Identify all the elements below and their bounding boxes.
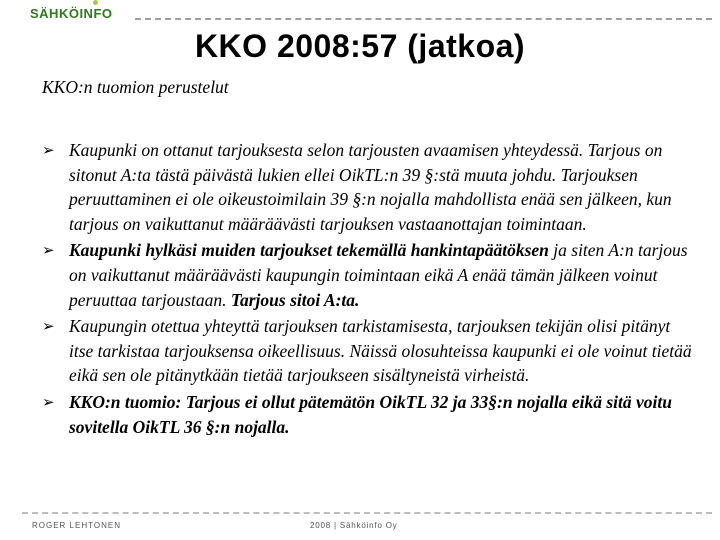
bullet-text-bold: KKO:n tuomio: Tarjous ei ollut pätemätön OikTL 32 ja 33§:n nojalla eikä sitä voitu sovitella OikTL 36 §:n nojalla. xyxy=(69,391,673,437)
arrow-bullet-icon: ➢ xyxy=(42,141,55,159)
list-item xyxy=(42,390,692,439)
list-item xyxy=(42,238,692,312)
page-title: KKO 2008:57 (jatkoa) xyxy=(194,28,526,64)
footer-copyright: 2008 | Sähköinfo Oy xyxy=(310,521,398,530)
bullet-text-bold: Tarjous sitoi A:ta. xyxy=(230,289,360,310)
bullet-text: ja siten A:n tarjous on vaikuttanut määräävästi kaupungin toimintaan eikä A enää tämän jälkeen voinut peruuttaa tarjoustaan. xyxy=(69,240,688,310)
header-divider xyxy=(135,18,712,20)
arrow-bullet-icon: ➢ xyxy=(42,317,55,336)
list-item xyxy=(42,314,692,388)
list-item xyxy=(42,138,692,236)
sahkoinfo-logo: SÄHKÖINFO xyxy=(30,6,113,21)
arrow-bullet-icon: ➢ xyxy=(42,392,55,411)
bullet-text: Kaupungin otettua yhteyttä tarjouksen tarkistamisesta, tarjouksen tekijän olisi pitänyt itse tarkistaa tarjouksensa oikeellisuus. Näissä olosuhteissa kaupunki ei ole voinut tietää eikä sen ole pitänytkään tietää tarjoukseen sisältyneistä virheistä. xyxy=(69,316,692,386)
bullet-list xyxy=(42,138,692,441)
arrow-bullet-icon: ➢ xyxy=(42,241,55,260)
footer-divider xyxy=(22,512,712,514)
bullet-text-bold: Kaupunki hylkäsi muiden tarjoukset tekemällä hankintapäätöksen xyxy=(69,240,549,261)
bullet-text: Kaupunki on ottanut tarjouksesta selon tarjousten avaamisen yhteydessä. Tarjous on sitonut A:ta tästä päivästä lukien ellei OikTL:n 39 §:stä muuta johdu. Tarjouksen peruuttaminen ei ole oikeustoimilain 39 §:n nojalla mahdollista enää sen jälkeen, kun tarjous on vaikuttanut määräävästi tarjouksen vastaanottajan toimintaan. xyxy=(69,140,672,234)
footer-author: ROGER LEHTONEN xyxy=(32,521,121,530)
logo-dot-icon xyxy=(93,0,98,5)
section-subtitle: KKO:n tuomion perustelut xyxy=(42,77,229,97)
